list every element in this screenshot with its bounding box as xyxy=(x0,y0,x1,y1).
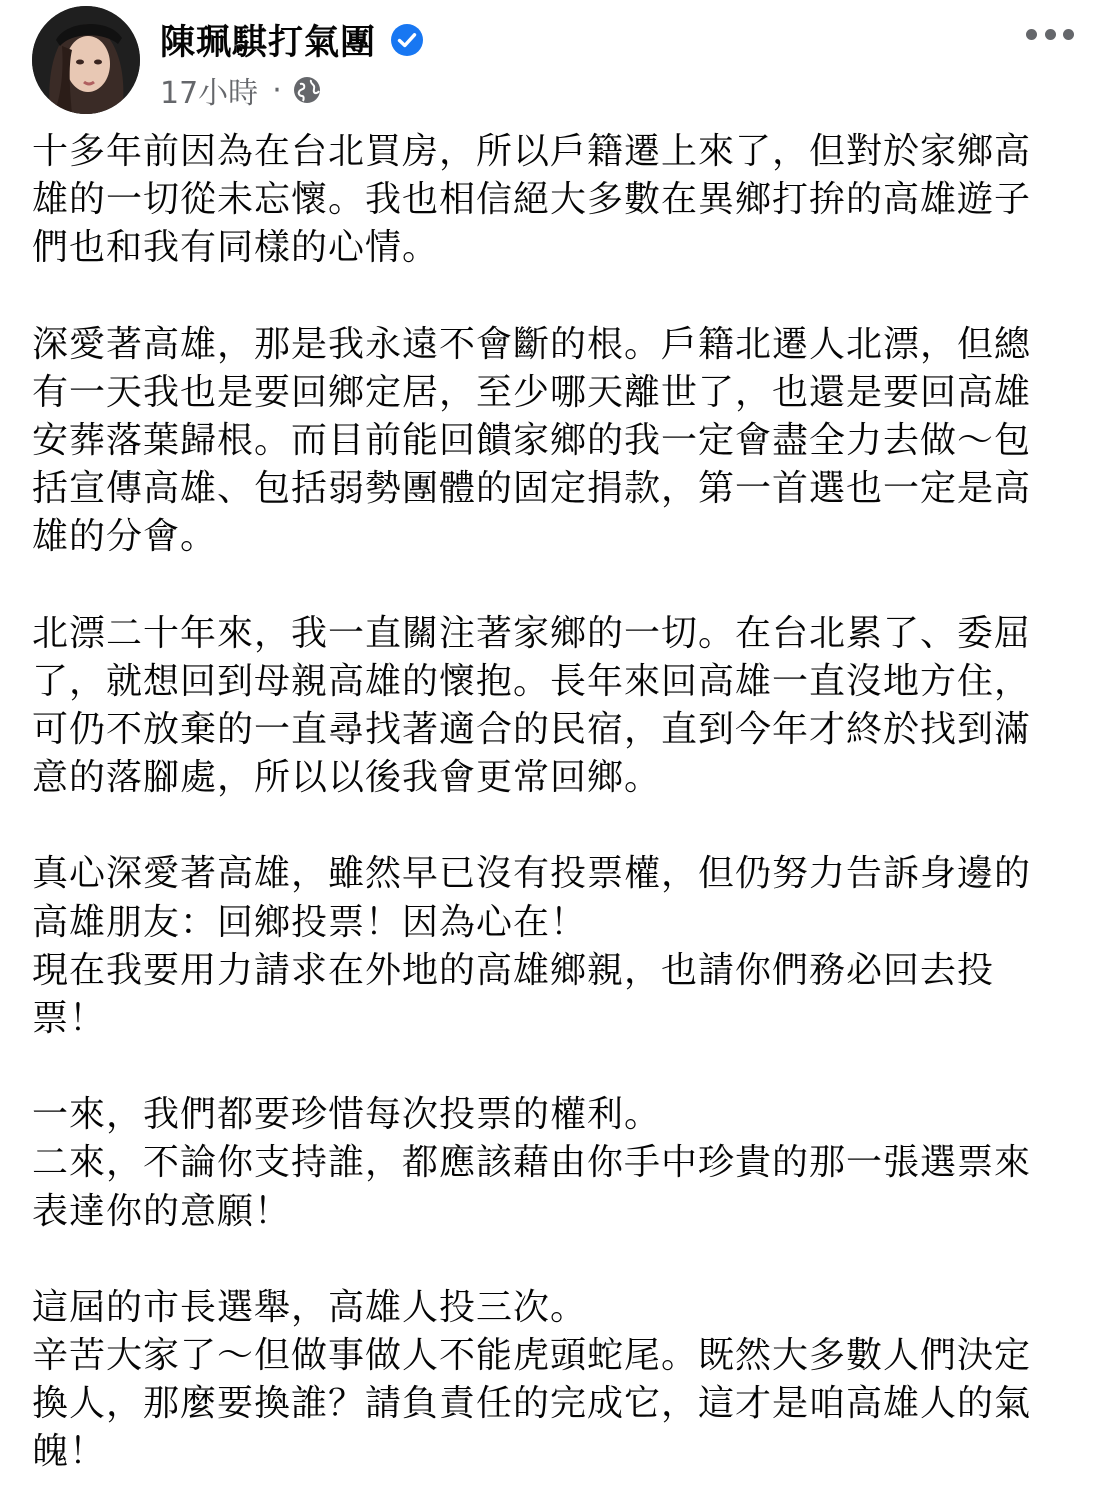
post-paragraph xyxy=(32,850,1072,1043)
meta-separator: · xyxy=(272,72,282,108)
post-text-line: 表達你的意願！ xyxy=(32,1190,292,1232)
post-body xyxy=(32,128,1072,1478)
post-text-line: 十多年前因為在台北買房，所以戶籍遷上來了，但對於家鄉高 xyxy=(32,131,1032,172)
author-name[interactable]: 陳珮騏打氣團 xyxy=(160,23,377,63)
post-text-line: 們也和我有同樣的心情。 xyxy=(32,227,440,269)
post-text-line: 了，就想回到母親高雄的懷抱。長年來回高雄一直沒地方住， xyxy=(32,660,1032,702)
post-paragraph xyxy=(32,128,1072,273)
post-text-line: 高雄朋友：回鄉投票！因為心在！ xyxy=(32,901,588,943)
post-text-line: 現在我要用力請求在外地的高雄鄉親，也請你們務必回去投 xyxy=(32,949,995,991)
post-text-line: 這屆的市長選舉，高雄人投三次。 xyxy=(32,1286,588,1328)
post-text-line: 意的落腳處，所以以後我會更常回鄉。 xyxy=(32,757,662,799)
post-text-line: 一來，我們都要珍惜每次投票的權利。 xyxy=(32,1094,662,1136)
post-text-line: 有一天我也是要回鄉定居，至少哪天離世了，也還是要回高雄 xyxy=(32,371,1032,413)
post-paragraph xyxy=(32,610,1072,803)
post-timestamp[interactable]: 17小時 xyxy=(160,76,259,111)
verified-badge-icon xyxy=(390,23,424,57)
post-text-line: 真心深愛著高雄，雖然早已沒有投票權，但仍努力告訴身邊的 xyxy=(32,853,1032,895)
globe-icon[interactable] xyxy=(292,75,322,105)
post-text-line: 換人，那麼要換誰？請負責任的完成它，這才是咱高雄人的氣 xyxy=(32,1383,1032,1425)
post-text-line: 雄的一切從未忘懷。我也相信絕大多數在異鄉打拚的高雄遊子 xyxy=(32,179,1032,221)
post-paragraph xyxy=(32,1091,1072,1236)
post-paragraph xyxy=(32,321,1072,562)
post-header xyxy=(0,0,1102,120)
author-row xyxy=(160,16,424,64)
post-text-line: 辛苦大家了～但做事做人不能虎頭蛇尾。既然大多數人們決定 xyxy=(32,1335,1032,1377)
more-options-icon[interactable] xyxy=(1026,20,1074,48)
post-paragraph xyxy=(32,1284,1072,1477)
post-text-line: 括宣傳高雄、包括弱勢團體的固定捐款，第一首選也一定是高 xyxy=(32,468,1032,510)
post-text-line: 北漂二十年來，我一直關注著家鄉的一切。在台北累了、委屈 xyxy=(32,612,1032,654)
post-text-line: 二來，不論你支持誰，都應該藉由你手中珍貴的那一張選票來 xyxy=(32,1142,1032,1184)
post-text-line: 魄！ xyxy=(32,1431,107,1473)
avatar-photo xyxy=(32,6,140,114)
post-text-line: 安葬落葉歸根。而目前能回饋家鄉的我一定會盡全力去做～包 xyxy=(32,420,1032,462)
author-avatar[interactable] xyxy=(32,6,140,114)
post-text-line: 深愛著高雄，那是我永遠不會斷的根。戶籍北遷人北漂，但總 xyxy=(32,323,1032,365)
post-text-line: 票！ xyxy=(32,998,107,1040)
post-text-line: 可仍不放棄的一直尋找著適合的民宿，直到今年才終於找到滿 xyxy=(32,709,1032,751)
post-meta xyxy=(160,70,322,110)
post-text-line: 雄的分會。 xyxy=(32,516,218,558)
